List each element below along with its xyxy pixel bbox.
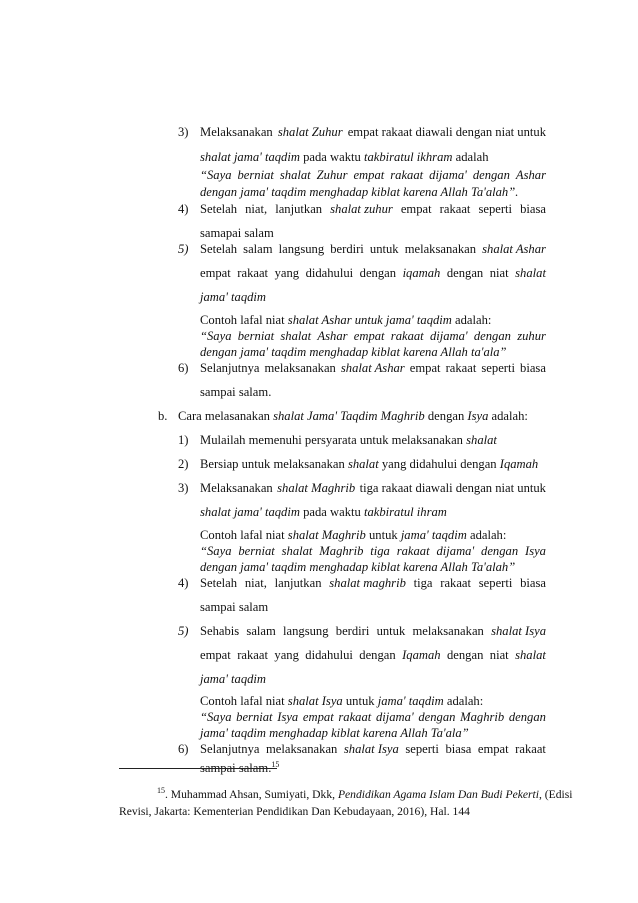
- niat-quote-isya-line-1: “Saya berniat Isya empat rakaat dijama' dengan Maghrib dengan: [200, 710, 546, 724]
- b-step-2: Bersiap untuk melaksanakan shalat yang didahului dengan Iqamah: [200, 457, 539, 471]
- footnote-line-1: $^{15}$. Muhammad Ahsan, Sumiyati, Dkk, Pendidikan Agama Islam Dan Budi Pekerti, (Edisi: [157, 786, 573, 801]
- step-5-line-2: empat rakaat yang didahului dengan iqamah dengan niat shalat: [200, 266, 546, 280]
- footnote-mark: 15: [157, 786, 165, 795]
- b-step-3-line-2: shalat jama' taqdim pada waktu takbiratul ihram: [200, 505, 447, 519]
- step-3-line-1: Melaksanakan shalat Zuhur empat rakaat diawali dengan niat untuk: [200, 125, 546, 139]
- step-number: 2): [178, 457, 189, 471]
- step-number: 4): [178, 202, 189, 216]
- step-3-line-2: shalat jama' taqdim pada waktu takbiratul ikhram adalah: [200, 150, 489, 164]
- b-step-6-line-1: Selanjutnya melaksanakan shalat Isya seperti biasa empat rakaat: [200, 742, 546, 756]
- niat-quote-ashar-line-2: dengan jama' taqdim menghadap kiblat karena Allah ta'ala”: [200, 345, 507, 359]
- niat-quote-zuhur-line-1: “Saya berniat shalat Zuhur empat rakaat dijama' dengan Ashar: [200, 168, 546, 182]
- step-6-line-2: sampai salam.: [200, 385, 272, 399]
- b-step-4-line-2: sampai salam: [200, 600, 269, 614]
- footnote-line-2: Revisi, Jakarta: Kementerian Pendidikan Dan Kebudayaan, 2016), Hal. 144: [119, 805, 470, 818]
- niat-quote-zuhur-line-2: dengan jama' taqdim menghadap kiblat karena Allah Ta'alah”.: [200, 185, 519, 199]
- contoh-lafal-isya: Contoh lafal niat shalat Isya untuk jama' taqdim adalah:: [200, 694, 484, 708]
- step-number: 6): [178, 361, 189, 375]
- step-5-line-3: jama' taqdim: [200, 290, 267, 304]
- step-4-line-2: samapai salam: [200, 226, 274, 240]
- step-4-line-1: Setelah niat, lanjutkan shalat zuhur empat rakaat seperti biasa: [200, 202, 546, 216]
- b-step-5-line-2: empat rakaat yang didahului dengan Iqamah dengan niat shalat: [200, 648, 546, 662]
- b-step-5-line-1: Sehabis salam langsung berdiri untuk melaksanakan shalat Isya: [200, 624, 546, 638]
- step-number: 5): [178, 242, 189, 256]
- section-letter: b.: [158, 409, 168, 423]
- b-step-3-line-1: Melaksanakan shalat Maghrib tiga rakaat diawali dengan niat untuk: [200, 481, 546, 495]
- b-step-1: Mulailah memenuhi persyarata untuk melaksanakan shalat: [200, 433, 497, 447]
- step-6-line-1: Selanjutnya melaksanakan shalat Ashar empat rakaat seperti biasa: [200, 361, 546, 375]
- b-step-6-line-2: sampai salam.$^{15}$: [200, 760, 280, 775]
- niat-quote-maghrib-line-2: dengan jama' taqdim menghadap kiblat karena Allah Ta'alah”: [200, 560, 516, 574]
- step-number: 6): [178, 742, 189, 756]
- niat-quote-isya-line-2: jama' taqdim menghadap kiblat karena Allah Ta'ala”: [200, 726, 469, 740]
- step-number: 1): [178, 433, 189, 447]
- step-number: 4): [178, 576, 189, 590]
- b-step-5-line-3: jama' taqdim: [200, 672, 267, 686]
- step-number: 3): [178, 481, 189, 495]
- step-number: 5): [178, 624, 189, 638]
- step-5-line-1: Setelah salam langsung berdiri untuk melaksanakan shalat Ashar: [200, 242, 546, 256]
- section-b-heading: Cara melasanakan shalat Jama' Taqdim Maghrib dengan Isya adalah:: [178, 409, 528, 423]
- step-number: 3): [178, 125, 189, 139]
- footnote-reference[interactable]: 15: [271, 760, 280, 769]
- footnote-divider: [119, 768, 277, 769]
- b-step-4-line-1: Setelah niat, lanjutkan shalat maghrib tiga rakaat seperti biasa: [200, 576, 546, 590]
- contoh-lafal-maghrib: Contoh lafal niat shalat Maghrib untuk jama' taqdim adalah:: [200, 528, 507, 542]
- niat-quote-maghrib-line-1: “Saya berniat shalat Maghrib tiga rakaat dijama' dengan Isya: [200, 544, 546, 558]
- niat-quote-ashar-line-1: “Saya berniat shalat Ashar empat rakaat dijama' dengan zuhur: [200, 329, 546, 343]
- contoh-lafal-ashar: Contoh lafal niat shalat Ashar untuk jama' taqdim adalah:: [200, 313, 492, 327]
